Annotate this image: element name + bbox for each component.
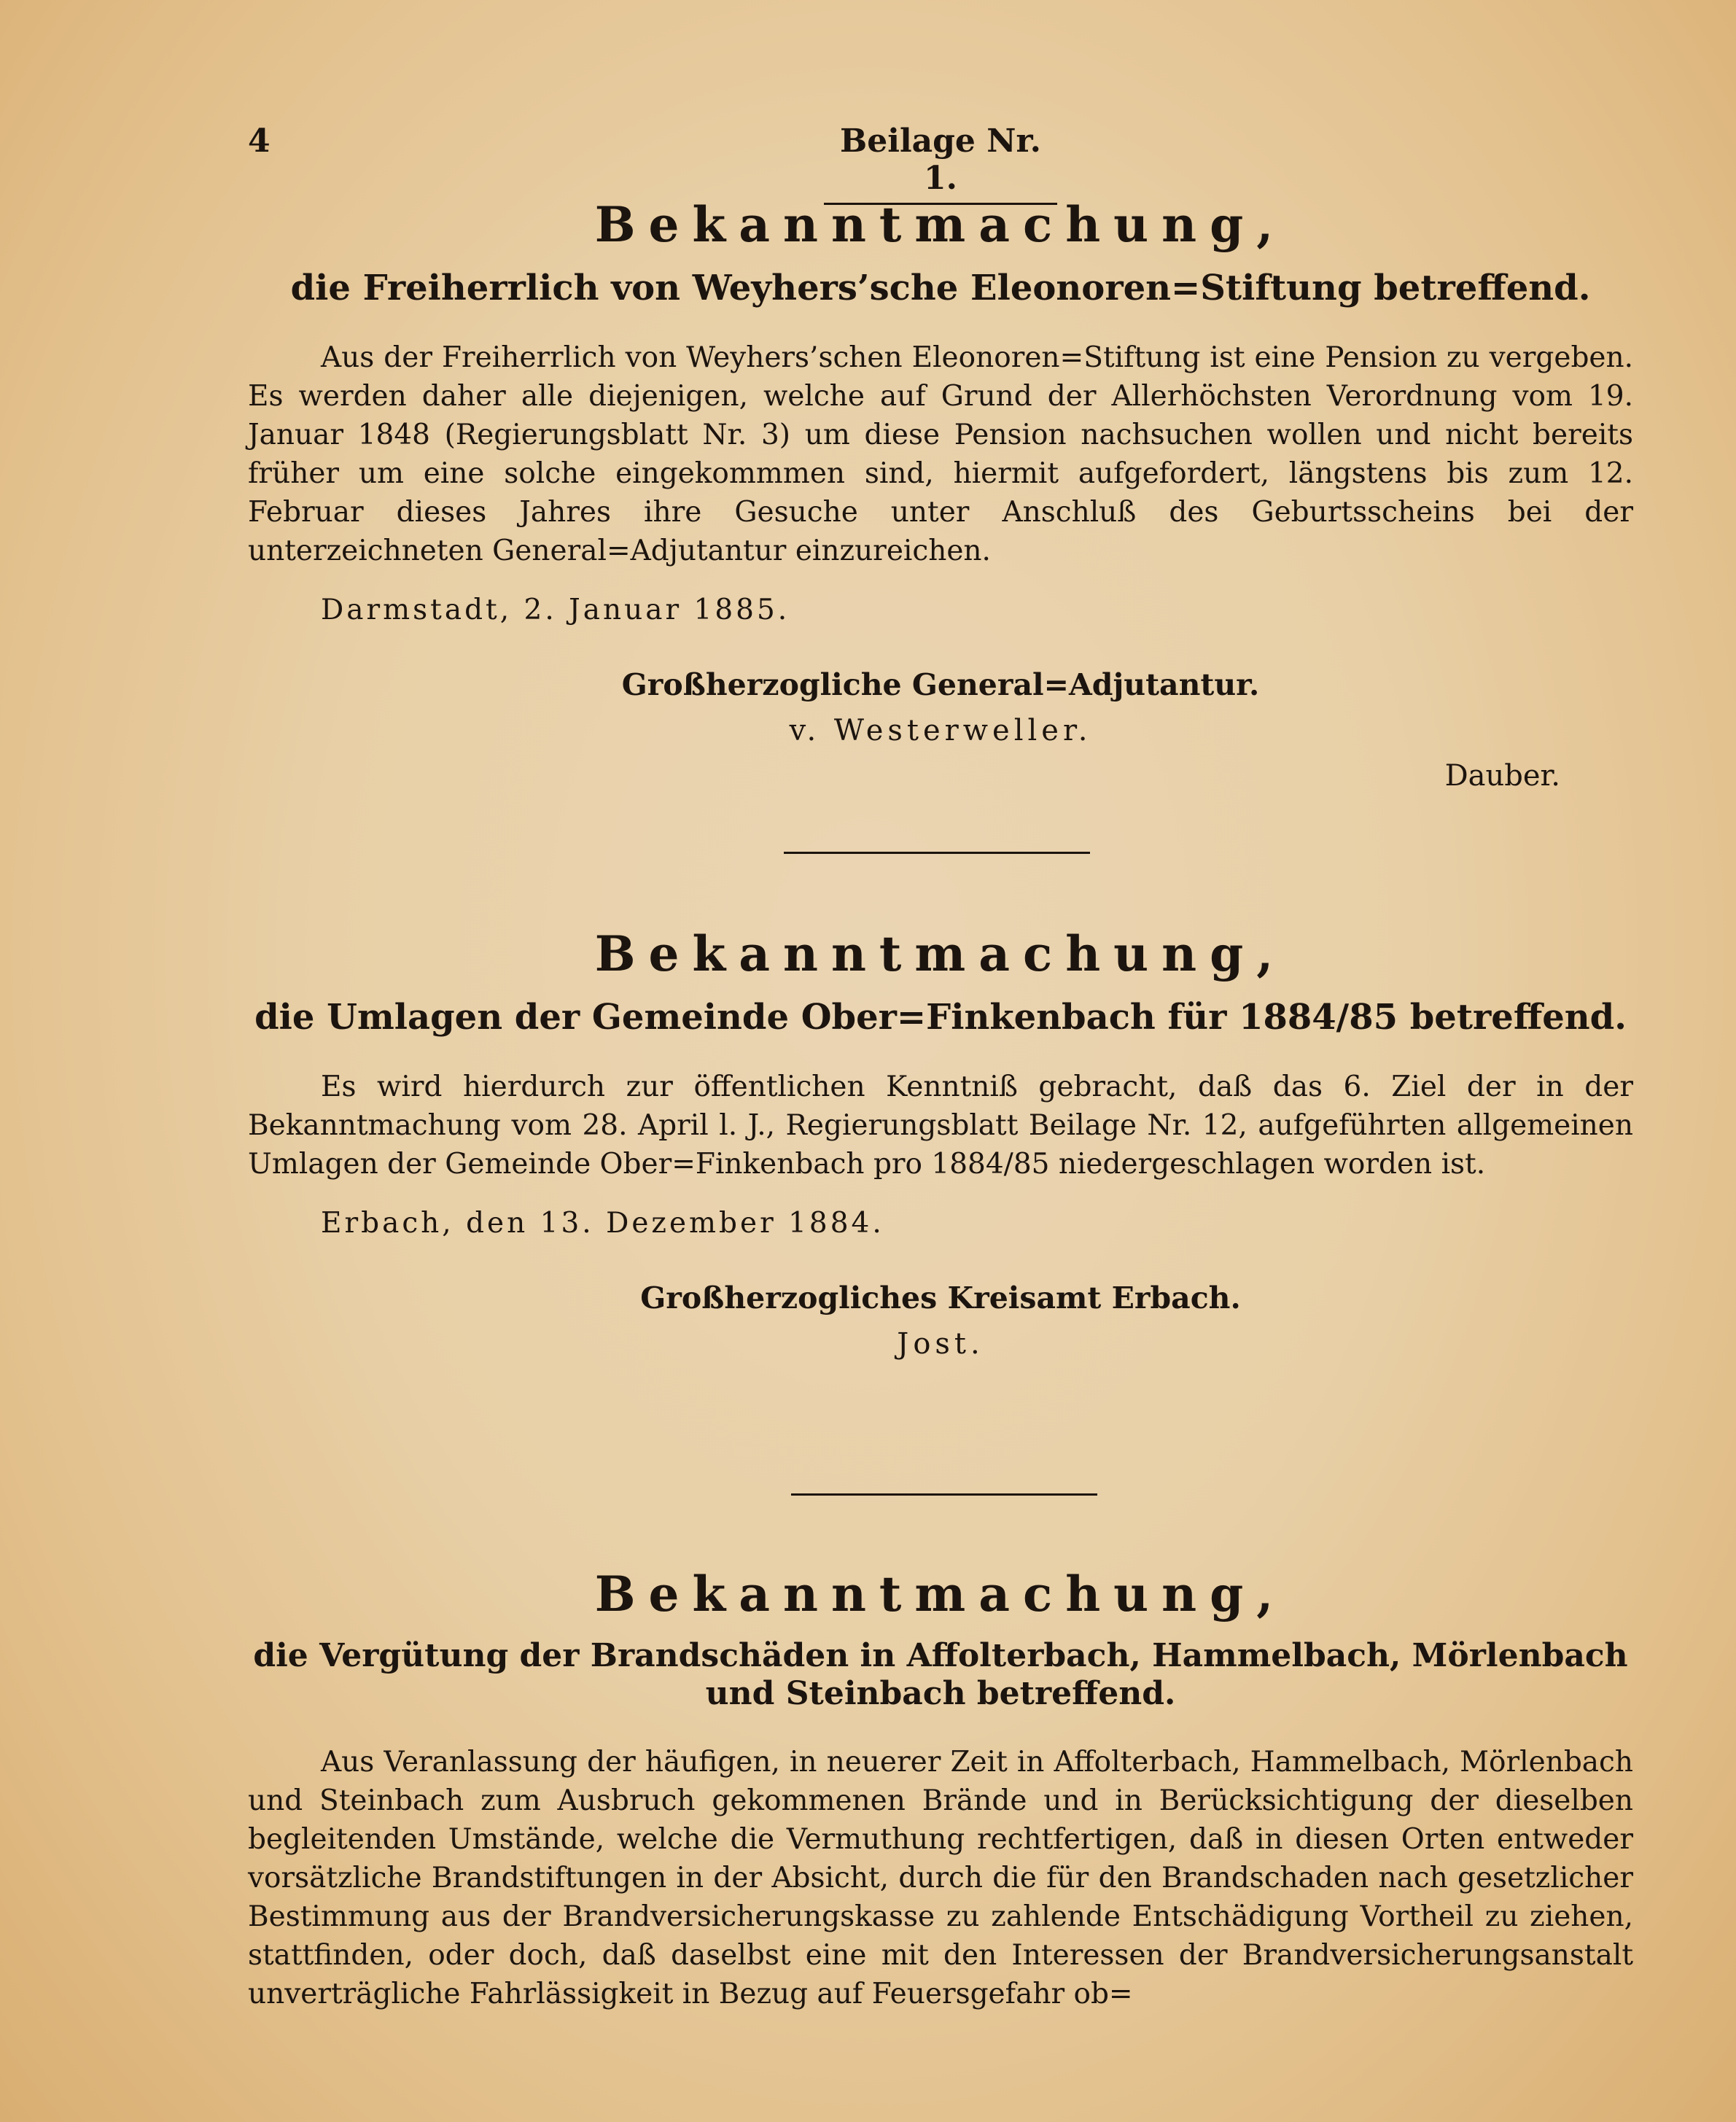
section-divider-1 (784, 852, 1090, 854)
notice-1-cosigner: Dauber. (1444, 759, 1560, 793)
notice-3 (248, 1568, 1633, 2013)
notice-3-subtitle: die Vergütung der Brandschäden in Affolterbach, Hammelbach, Mörlenbach und Steinbach betreffend. (253, 1636, 1628, 1713)
notice-1-subtitle: die Freiherrlich von Weyhers’sche Eleonoren=Stiftung betreffend. (290, 267, 1591, 308)
notice-1-title: Bekanntmachung, (594, 196, 1287, 253)
notice-1-body: Aus der Freiherrlich von Weyhers’schen Eleonoren=Stiftung ist eine Pension zu vergeben. Es werden daher alle diejenigen, welche auf Grund der Allerhöchsten Verordnung vom 19. Januar 1848 (Regierungsblatt Nr. 3) um diese Pension nachsuchen wollen und nicht bereits früher um eine solche eingekommmen sind, hiermit aufgefordert, längstens bis zum 12. Februar dieses Jahres ihre Gesuche unter Anschluß des Geburtsscheins bei der unterzeichneten General=Adjutantur einzureichen. (248, 341, 1633, 568)
notice-2-body: Es wird hierdurch zur öffentlichen Kenntniß gebracht, daß das 6. Ziel der in der Bekanntmachung vom 28. April l. J., Regierungsblatt Beilage Nr. 12, aufgeführten allgemeinen Umlagen der Gemeinde Ober=Finkenbach pro 1884/85 niedergeschlagen worden ist. (248, 1070, 1633, 1181)
notice-1-dateline: Darmstadt, 2. Januar 1885. (321, 594, 790, 627)
page-number: 4 (248, 123, 270, 160)
notice-1-signer: v. Westerweller. (789, 714, 1092, 748)
notice-2-title: Bekanntmachung, (594, 925, 1287, 982)
notice-2-dateline: Erbach, den 13. Dezember 1884. (321, 1207, 884, 1240)
notice-2-subtitle: die Umlagen der Gemeinde Ober=Finkenbach für 1884/85 betreffend. (254, 996, 1627, 1038)
notice-2-issuer: Großherzogliches Kreisamt Erbach. (640, 1280, 1241, 1316)
notice-1 (248, 198, 1633, 793)
notice-2 (248, 925, 1633, 1361)
section-divider-2 (791, 1493, 1097, 1496)
notice-3-body: Aus Veranlassung der häufigen, in neuerer Zeit in Affolterbach, Hammelbach, Mörlenbach und Steinbach zum Ausbruch gekommenen Brände und in Berücksichtigung der dieselben begleitenden Umstände, welche die Vermuthung rechtfertigen, daß in diesen Orten entweder vorsätzliche Brandstiftungen in der Absicht, durch die für den Brandschaden nach gesetzlicher Bestimmung aus der Brandversicherungskasse zu zahlende Entschädigung Vortheil zu ziehen, stattfinden, oder doch, daß daselbst eine mit den Interessen der Brandversicherungsanstalt unverträgliche Fahrlässigkeit in Bezug auf Feuersgefahr ob= (248, 1746, 1633, 2011)
header-label: Beilage Nr. 1. (824, 123, 1057, 205)
notice-1-issuer: Großherzogliche General=Adjutantur. (621, 667, 1260, 703)
notice-2-signer: Jost. (897, 1327, 984, 1361)
notice-3-title: Bekanntmachung, (594, 1566, 1287, 1622)
